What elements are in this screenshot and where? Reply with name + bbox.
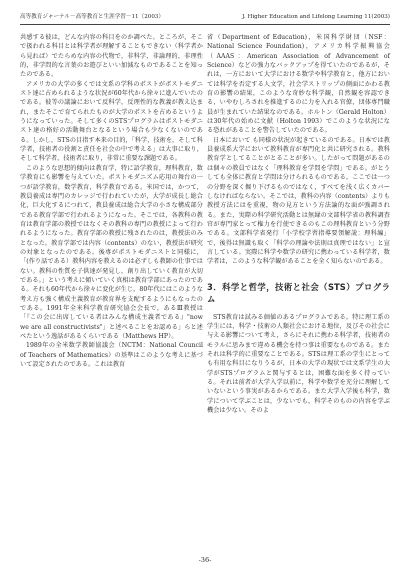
section-heading: 3．科学と哲学，技術と社会（STS）プログラム [207,281,390,304]
paragraph: このような思想的傾向は教育学，特に語学教育，理科教育，数学教育にも影響を与えていた。ポストモダニズム応用の舞台の一つが語学教育，数学教育，科学教育である。米国では，かつて，教員養成は専門のカレッジで行われていたが，大学が成長し総合化，巨大化するにつれて，教員養成は総合大学の小さな構成部分である教育学部で行われるようになった。そこでは，各教科の教育は教育学部の教授ではなくその教科の専門の教授によって行われるようになった。教育学部の教授に残されたのは，教授法のみとなった。教育学部では内容（contents）のない，教授法が研究の対象となったのである。後専がポストモダニストと同様に，「(作り話である）教科内容を教えるのは必ずしも教師の仕事ではない。教科の性質を子供達が発見し，創り出していく教育が大切である。」という考えに傾いていく真相は教育学部にあったのである。それも60年代から徐々に変化が生じ，80年代にはこのような考え方も強く構成主義教育が教育界を支配するようにもなったのである。1991年全米科学教育研究協会会長で，あるⅢ教授は「『この会に出席している者はみんな構成主義者である』"now we are all constructivists"」と述べることをお認める」らと述べたという逸話があるくらいである（Matthews HP）。 [20,164,203,340]
paragraph: STS教育は試みる価値のあるプログラムである。特に理工系の学生には，科学・技術の人類社会における地位，及びその社会に与える影響について考え，さらにそれに携わる科学者，技術者のモラルに思みまで違める機会を持つ事は重要なものである。またそれは科学的に重要なことである。STSは理工系の学生にとっても有用な科目になりうるが，日本の大学の現状では文系学生の大学がSTSプログラムと関与するとは，困難な面を多く持っている。それは前者が大学入学以前に，科学や数学を充分に理解していないという事実があるからである。また大学入学後も科学，数学について学ぶことは，少ないでも，科学そのものの内容を学ぶ機会は少ない。そのよ [207,313,390,415]
journal-header-right: J. Higher Education and Lifelong Learning 11(2003) [242,14,390,20]
paragraph: 1989年の全米数学教師協議会（NCTM：National Council of Teachers of Mathematics）の基準はこのような考えに基づいて設定されたのである。これは教育 [20,342,203,369]
left-column [20,33,203,369]
header-rule [20,24,390,25]
right-column [207,33,390,415]
paragraph: 日本において も同様の状況が起きているのである。日本では教員養成系大学において教科教育が専門化と共に研究される。教科教育学としてることがとることが多い。したがって問題があるのは個々の教員ではなく「理科教育を学問を学問」である。がとうしても全体に教育と学問は分けられるものである。ここでは一つの分野を深く掘り下げるものではなく，すべてを浅く広くカバーしなければならない。そこでは，教科の内容（contents）よりも教授方法にはを重視，物の見方という方法論的な面が強調される。また，実際の科学研究活動とは無縁の文部科学省の教科調査官が専門家とって権力を行使できるのもこの理科教育という分野である。文部科学省発行「小学校学習指導要領解説：理科編」で，後得は無識も取く「科学の理論や法則は真理ではない」と宣言している。実際に科学や数学の研究に携わっている科学者，数学者は，このような科学観があることを全く知らないのである。 [207,136,390,266]
paragraph: 共感する彼は，どんな内容の科目をのか調べた。ところが，そこで扱われる科目とは科学者が理解することもできない（科学者から見れば）でたらめな内容の代物で，非科学，非論理的，非理性的，非学問的な言葉のお遊びといい加減なものであることを知ったのである。 [20,34,203,79]
running-header [20,13,390,22]
paragraph: アメリカの大学の多くでは文系の学科のポストがポストモダニスト達に占められるような状況が60年代から徐々に進んでいたのである。彼等の議論において反科学，反理性的な教義が教え込まれ，またそこで育てられたものが大学のポストを占めるというようになっていった。そして多くのSTSプログラムはポストモダニスト達の格好の活動舞台となるという場合も少なくないのである。しかし，STSの目指す本来の目的，「科学，技術を，そして科学者，技術者の役割と責任を社会の中で考える」は大事に取り，そして科学者，技術者に取り，非常に重要な課題である。 [20,80,203,163]
journal-header-left: 高等教育ジャーナル－高等教育と生涯学習－11（2003） [20,14,165,20]
page-number: -36- [198,556,212,564]
paragraph: 省（Department of Education)，米国科学財団（NSF：National Science Foundation)，アメリカ科学振興協会（AAAS：American Association of Advancement of Science）などの強力なバックアップを得ていたのであるが，それは，一方において大学における数学や科学教育と，他方においては科学を否定する人文学，社会学ストリップの側面にかわる教育の影響の結果，このような奇妙な科学観，自然観を容認できる，いやむしろされを推進するのに力を入れる官僚，団体専門職員が生まれていた結果なのである。ホルトン（Gerald Holton）は30年代の始めに文献（Holton 1993）でこのような状況になる恐れがあることを警告していたのである。 [207,34,390,135]
